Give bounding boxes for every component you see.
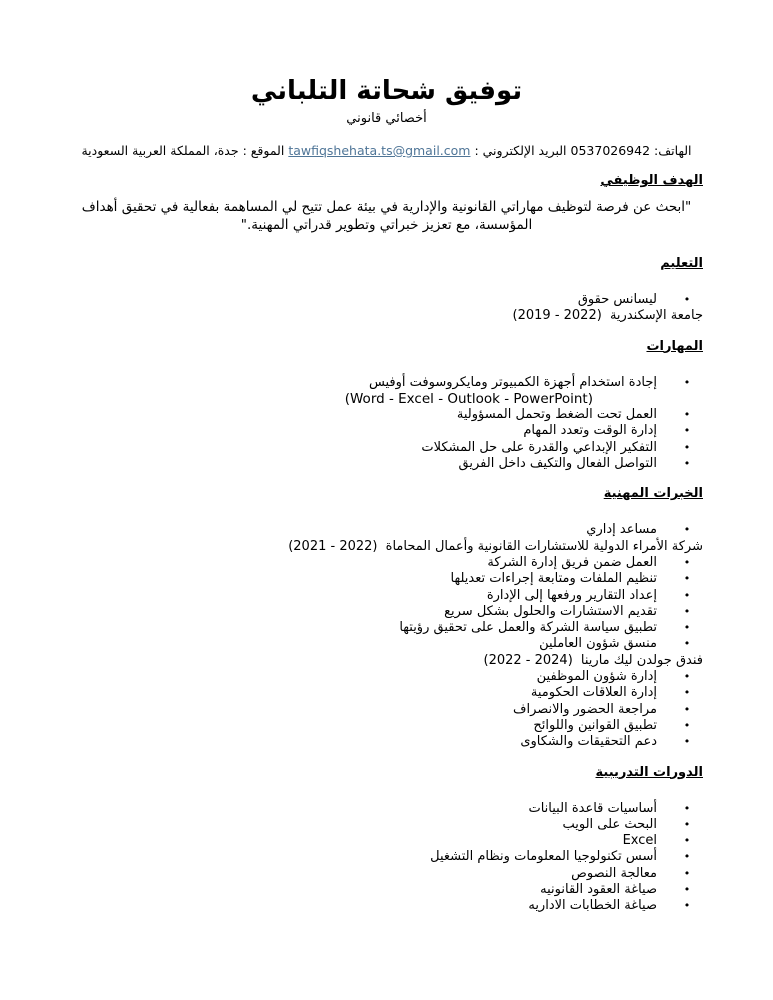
duty-text: تنظيم الملفات ومتابعة إجراءات تعديلها bbox=[450, 571, 657, 587]
courses-list bbox=[70, 801, 703, 915]
list-item bbox=[70, 702, 703, 718]
organization-years: (2021 - 2022) bbox=[288, 538, 378, 554]
list-item bbox=[70, 588, 703, 604]
list-item bbox=[70, 866, 703, 882]
list-item bbox=[70, 407, 703, 423]
course-text: أساسيات قاعدة البيانات bbox=[528, 800, 657, 816]
list-item bbox=[70, 833, 703, 849]
degree-text: ليسانس حقوق bbox=[577, 292, 657, 307]
job-title: أخصائي قانوني bbox=[346, 111, 427, 126]
job-title-text: مساعد إداري bbox=[586, 522, 657, 538]
skills-list bbox=[70, 375, 703, 473]
section-skills bbox=[70, 339, 703, 473]
list-item bbox=[70, 669, 703, 685]
course-text: صياغة العقود القانونيه bbox=[540, 882, 657, 898]
list-item bbox=[70, 849, 703, 865]
section-courses bbox=[70, 765, 703, 915]
list-item bbox=[70, 801, 703, 817]
list-item bbox=[70, 375, 703, 391]
list-item bbox=[70, 620, 703, 636]
list-item bbox=[70, 292, 703, 308]
bullet-icon: • bbox=[683, 883, 691, 897]
organization-years: (2022 - 2024) bbox=[483, 652, 573, 668]
list-item bbox=[70, 685, 703, 701]
list-item bbox=[70, 636, 703, 652]
section-education bbox=[70, 256, 703, 325]
organization-line bbox=[70, 539, 703, 555]
bullet-icon: • bbox=[683, 702, 691, 716]
bullet-icon: • bbox=[683, 293, 691, 306]
duty-text: مراجعة الحضور والانصراف bbox=[513, 701, 657, 717]
bullet-icon: • bbox=[683, 850, 691, 864]
list-item bbox=[70, 718, 703, 734]
skill-text: إدارة الوقت وتعدد المهام bbox=[523, 423, 657, 439]
skills-heading: المهارات bbox=[646, 338, 703, 354]
duty-text: إدارة شؤون الموظفين bbox=[536, 669, 657, 685]
list-item bbox=[70, 571, 703, 587]
location-value: جدة، المملكة العربية السعودية bbox=[81, 143, 239, 158]
bullet-icon: • bbox=[683, 817, 691, 831]
skill-text: التواصل الفعال والتكيف داخل الفريق bbox=[458, 456, 657, 472]
email-label: البريد الإلكتروني : bbox=[474, 143, 567, 158]
duty-text: العمل ضمن فريق إدارة الشركة bbox=[487, 554, 657, 570]
course-text: صياغة الخطابات الاداريه bbox=[528, 898, 657, 914]
job-title-text: منسق شؤون العاملين bbox=[539, 636, 657, 652]
organization-name: فندق جولدن ليك مارينا bbox=[580, 652, 703, 668]
bullet-icon: • bbox=[683, 718, 691, 732]
bullet-icon: • bbox=[683, 457, 691, 471]
location-label: الموقع : bbox=[242, 143, 285, 158]
email-link[interactable]: tawfiqshehata.ts@gmail.com bbox=[288, 143, 471, 158]
experience-list bbox=[70, 522, 703, 750]
list-item bbox=[70, 555, 703, 571]
course-text: أسس تكنولوجيا المعلومات ونظام التشغيل bbox=[430, 849, 657, 865]
phone-label: الهاتف: bbox=[654, 143, 692, 158]
bullet-icon: • bbox=[683, 523, 691, 537]
bullet-icon: • bbox=[683, 801, 691, 815]
institution-line bbox=[70, 308, 703, 324]
list-item bbox=[70, 882, 703, 898]
bullet-icon: • bbox=[683, 588, 691, 602]
bullet-icon: • bbox=[683, 834, 691, 848]
section-objective bbox=[70, 173, 703, 234]
list-item bbox=[70, 522, 703, 538]
page-title: توفيق شحاتة التلباني bbox=[250, 76, 523, 106]
duty-text: إعداد التقارير ورفعها إلى الإدارة bbox=[486, 587, 657, 603]
duty-text: إدارة العلاقات الحكومية bbox=[530, 685, 657, 701]
bullet-icon: • bbox=[683, 899, 691, 913]
list-item bbox=[70, 734, 703, 750]
objective-heading: الهدف الوظيفي bbox=[600, 173, 703, 188]
course-text: Excel bbox=[622, 833, 657, 849]
duty-text: تقديم الاستشارات والحلول بشكل سريع bbox=[444, 603, 657, 619]
bullet-icon: • bbox=[683, 866, 691, 880]
bullet-icon: • bbox=[683, 637, 691, 651]
section-experience bbox=[70, 486, 703, 750]
bullet-icon: • bbox=[683, 424, 691, 438]
organization-name: شركة الأمراء الدولية للاستشارات القانونية وأعمال المحاماة bbox=[385, 538, 703, 554]
education-list bbox=[70, 292, 703, 325]
list-item bbox=[70, 817, 703, 833]
list-item bbox=[70, 604, 703, 620]
list-item bbox=[70, 456, 703, 472]
duty-text: تطبيق سياسة الشركة والعمل على تحقيق رؤيتها bbox=[399, 620, 657, 636]
bullet-icon: • bbox=[683, 670, 691, 684]
course-text: البحث على الويب bbox=[562, 816, 657, 832]
skill-text: التفكير الإبداعي والقدرة على حل المشكلات bbox=[421, 439, 657, 455]
bullet-icon: • bbox=[683, 440, 691, 454]
duty-text: دعم التحقيقات والشكاوى bbox=[520, 734, 657, 750]
bullet-icon: • bbox=[683, 686, 691, 700]
bullet-icon: • bbox=[683, 621, 691, 635]
bullet-icon: • bbox=[683, 408, 691, 422]
objective-text: "ابحث عن فرصة لتوظيف مهاراتي القانونية والإدارية في بيئة عمل تتيح لي المساهمة بفعالية في تحقيق أهداف المؤسسة، مع تعزيز خبراتي وتطوير قدراتي المهنية." bbox=[81, 199, 692, 233]
bullet-icon: • bbox=[683, 572, 691, 586]
bullet-icon: • bbox=[683, 735, 691, 749]
education-heading: التعليم bbox=[660, 256, 703, 271]
institution-name: جامعة الإسكندرية bbox=[609, 308, 703, 324]
bullet-icon: • bbox=[683, 555, 691, 569]
list-item bbox=[70, 440, 703, 456]
bullet-icon: • bbox=[683, 604, 691, 618]
phone-value: 0537026942 bbox=[570, 143, 651, 158]
list-item bbox=[70, 423, 703, 439]
experience-heading: الخبرات المهنية bbox=[603, 486, 703, 502]
skill-text: العمل تحت الضغط وتحمل المسؤولية bbox=[456, 407, 657, 423]
institution-years: (2019 - 2022) bbox=[512, 308, 602, 324]
courses-heading: الدورات التدريبية bbox=[595, 764, 703, 780]
course-text: معالجة النصوص bbox=[571, 865, 657, 881]
list-item bbox=[70, 898, 703, 914]
contact-line bbox=[70, 142, 703, 159]
duty-text: تطبيق القوانين واللوائح bbox=[533, 717, 657, 733]
bullet-icon: • bbox=[683, 375, 691, 389]
organization-line bbox=[70, 653, 703, 669]
skill-text: إجادة استخدام أجهزة الكمبيوتر ومايكروسوفت أوفيس bbox=[368, 374, 657, 390]
software-list-line: (Word - Excel - Outlook - PowerPoint) bbox=[344, 390, 593, 407]
